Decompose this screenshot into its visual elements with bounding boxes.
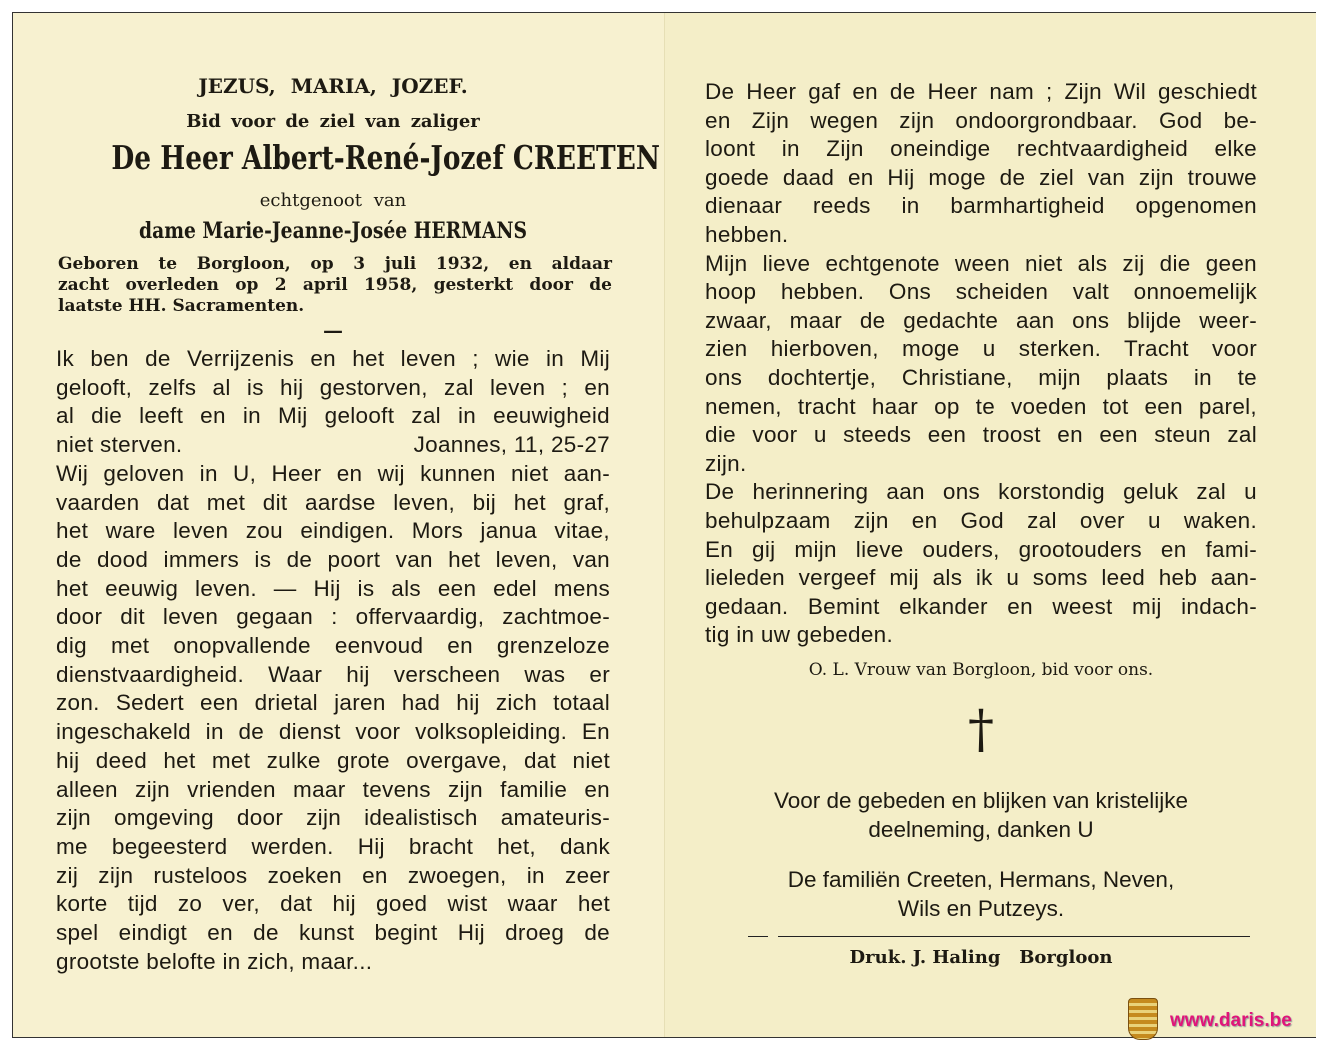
text-line: korte tijd zo ver, dat hij goed wist waar het — [56, 891, 610, 917]
text-line: zwaar, maar de gedachte aan ons blijde weer- — [705, 307, 1257, 333]
text-line: zijn omgeving door zijn idealistisch amateuris- — [56, 805, 610, 831]
thanks-line: deelneming, danken U — [868, 817, 1094, 842]
text-line: alleen zijn vrienden maar tevens zijn familie en — [56, 776, 610, 802]
thanks-line: Voor de gebeden en blijken van kristelijke — [773, 788, 1189, 813]
text-line: De herinnering aan ons korstondig geluk zal u — [705, 479, 1257, 505]
thanks-text — [705, 786, 1257, 844]
spouse-of: echtgenoot van — [259, 190, 407, 211]
text-line: zijn. — [705, 450, 747, 476]
text-line: dienstvaardigheid. Waar hij verscheen was er — [56, 661, 610, 687]
text-line: die voor u steeds een troost en een steun zal — [705, 422, 1257, 448]
spouse-name: dame Marie-Jeanne-Josée HERMANS — [139, 218, 527, 244]
families-line: Wils en Putzeys. — [897, 896, 1065, 921]
text-line: gelooft, zelfs al is hij gestorven, zal leven ; en — [56, 374, 610, 400]
text-fragment: niet sterven. — [56, 432, 183, 458]
text-line: de dood immers is de poort van het leven, van — [56, 546, 610, 572]
pray-line: Bid voor de ziel van zaliger — [186, 111, 480, 132]
divider — [778, 936, 1250, 937]
text-line: dig met onopvallende eenvoud en grenzeloze — [56, 633, 610, 658]
text-line: behulpzaam zijn en God zal over u waken. — [705, 508, 1257, 533]
text-line: nemen, tracht haar op te voeden tot een parel, — [705, 393, 1257, 419]
text-line: ons dochtertje, Christiane, mijn plaats in te — [705, 365, 1257, 390]
families-line: De familiën Creeten, Hermans, Neven, — [787, 867, 1175, 892]
text-line: ingeschakeld in de dienst voor volksopleiding. En — [56, 719, 610, 745]
text-line: het eeuwig leven. — Hij is als een edel mens — [56, 575, 610, 601]
dates-line: laatste HH. Sacramenten. — [58, 296, 305, 316]
text-line: De Heer gaf en de Heer nam ; Zijn Wil geschiedt — [705, 79, 1257, 104]
text-line: al die leeft en in Mij gelooft zal in eeuwigheid — [56, 403, 610, 429]
text-line: grootste belofte in zich, maar... — [56, 948, 373, 974]
text-line: door dit leven gegaan : offervaardig, zachtmoe- — [56, 604, 610, 630]
text-line — [56, 432, 610, 458]
text-line: en Zijn wegen zijn ondoorgrondbaar. God be- — [705, 107, 1257, 133]
divider — [748, 936, 768, 937]
dates-block — [58, 254, 612, 317]
text-line: Mijn lieve echtgenote ween niet als zij die geen — [705, 250, 1257, 276]
separator: — — [323, 318, 343, 342]
text-line: Wij geloven in U, Heer en wij kunnen niet aan- — [56, 460, 610, 486]
text-line: het ware leven zou eindigen. Mors janua vitae, — [56, 518, 610, 544]
text-line: gedaan. Bemint elkander en weest mij indach- — [705, 593, 1257, 619]
cross-icon: † — [968, 700, 994, 760]
text-line: zien hierboven, moge u sterken. Tracht voor — [705, 336, 1257, 362]
dates-line: Geboren te Borgloon, op 3 juli 1932, en aldaar — [58, 254, 612, 274]
text-line: Ik ben de Verrijzenis en het leven ; wie in Mij — [56, 346, 610, 371]
text-line: En gij mijn lieve ouders, grootouders en fami- — [705, 536, 1257, 562]
text-line: zij zijn rusteloos zoeken en zwoegen, in zeer — [56, 862, 610, 888]
families-text — [705, 865, 1257, 923]
text-line: dienaar reeds in barmhartigheid opgenomen — [705, 193, 1257, 219]
text-line: hij deed het met zulke grote overgave, dat niet — [56, 747, 610, 773]
text-line: vaarden dat met dit aardse leven, bij het graf, — [56, 489, 610, 515]
watermark: www.daris.be — [1170, 1010, 1292, 1031]
printer-line: Druk. J. Haling Borgloon — [849, 947, 1113, 968]
text-line: spel eindigt en de kunst begint Hij droeg de — [56, 920, 610, 945]
text-line: hoop hebben. Ons scheiden valt onnoemelijk — [705, 279, 1257, 305]
text-line: loont in Zijn oneindige rechtvaardigheid elke — [705, 136, 1257, 162]
text-line: tig in uw gebeden. — [705, 622, 894, 648]
invocation-line: O. L. Vrouw van Borgloon, bid voor ons. — [808, 660, 1154, 680]
text-line: goede daad en Hij moge de ziel van zijn trouwe — [705, 164, 1257, 190]
text-line: hebben. — [705, 222, 789, 247]
scripture-reference: Joannes, 11, 25-27 — [413, 432, 610, 458]
dates-line: zacht overleden op 2 april 1958, gesterkt door de — [58, 275, 612, 295]
text-line: me begeesterd werden. Hij bracht het, dank — [56, 833, 610, 859]
text-line: zon. Sedert een drietal jaren had hij zich totaal — [56, 690, 610, 716]
header-invocation: JEZUS, MARIA, JOZEF. — [198, 74, 468, 98]
deceased-name: De Heer Albert-René-Jozef CREETEN — [111, 138, 660, 177]
crest-logo-icon — [1128, 998, 1158, 1040]
text-line: lieleden vergeef mij als ik u soms leed heb aan- — [705, 565, 1257, 591]
